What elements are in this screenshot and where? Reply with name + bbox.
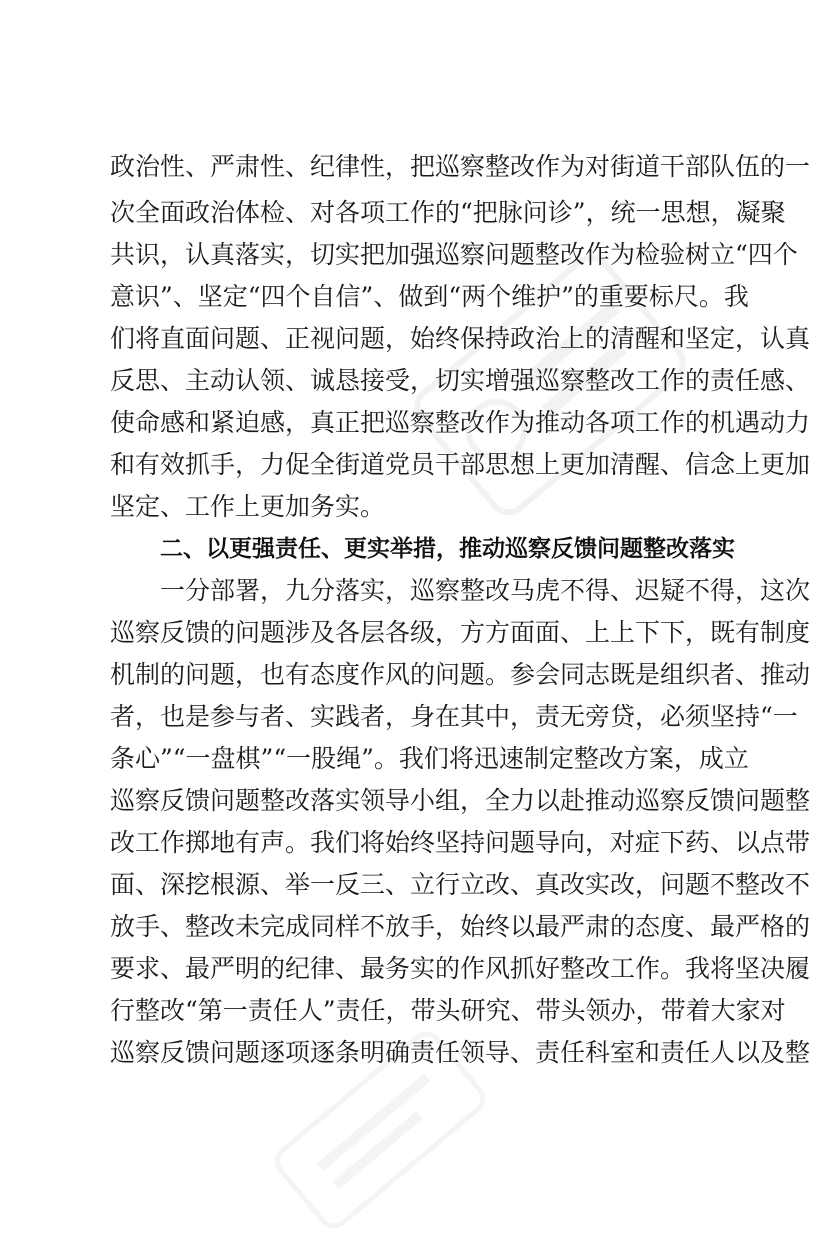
paragraph2-line-5: 条心”“一盘棋”“一股绳”。我们将迅速制定整改方案，成立 bbox=[110, 744, 749, 773]
paragraph1-line-9: 坚定、工作上更加务实。 bbox=[110, 492, 386, 521]
paragraph2-line-7: 改工作掷地有声。我们将始终坚持问题导向，对症下药、以点带 bbox=[110, 828, 811, 857]
paragraph1-line-2: 次全面政治体检、对各项工作的“把脉问诊”，统一思想，凝聚 bbox=[110, 198, 786, 227]
paragraph1-line-6: 反思、主动认领、诚恳接受，切实增强巡察整改工作的责任感、 bbox=[110, 366, 811, 395]
paragraph2-line-4: 者，也是参与者、实践者，身在其中，责无旁贷，必须坚持“一 bbox=[110, 702, 798, 731]
paragraph2-line-9: 放手、整改未完成同样不放手，始终以最严肃的态度、最严格的 bbox=[110, 912, 811, 941]
paragraph2-line-1: 一分部署，九分落实，巡察整改马虎不得、迟疑不得，这次 bbox=[160, 576, 811, 605]
paragraph1-line-4: 意识”、坚定“四个自信”、做到“两个维护”的重要标尺。我 bbox=[110, 282, 749, 311]
paragraph1-line-3: 共识，认真落实，切实把加强巡察问题整改作为检验树立“四个 bbox=[110, 240, 798, 269]
paragraph2-line-12: 巡察反馈问题逐项逐条明确责任领导、责任科室和责任人以及整 bbox=[110, 1038, 811, 1067]
paragraph1-line-1: 政治性、严肃性、纪律性，把巡察整改作为对街道干部队伍的一 bbox=[110, 152, 811, 181]
paragraph2-line-10: 要求、最严明的纪律、最务实的作风抓好整改工作。我将坚决履 bbox=[110, 954, 811, 983]
paragraph1-line-7: 使命感和紧迫感，真正把巡察整改作为推动各项工作的机遇动力 bbox=[110, 408, 811, 437]
section-heading: 二、以更强责任、更实举措，推动巡察反馈问题整改落实 bbox=[160, 536, 735, 562]
paragraph2-line-8: 面、深挖根源、举一反三、立行立改、真改实改，问题不整改不 bbox=[110, 870, 811, 899]
paragraph2-line-3: 机制的问题，也有态度作风的问题。参会同志既是组织者、推动 bbox=[110, 660, 811, 689]
paragraph1-line-8: 和有效抓手，力促全街道党员干部思想上更加清醒、信念上更加 bbox=[110, 450, 811, 479]
paragraph2-line-6: 巡察反馈问题整改落实领导小组，全力以赴推动巡察反馈问题整 bbox=[110, 786, 811, 815]
paragraph2-line-2: 巡察反馈的问题涉及各层各级，方方面面、上上下下，既有制度 bbox=[110, 618, 811, 647]
paragraph2-line-11: 行整改“第一责任人”责任，带头研究、带头领办，带着大家对 bbox=[110, 996, 786, 1025]
paragraph1-line-5: 们将直面问题、正视问题，始终保持政治上的清醒和坚定，认真 bbox=[110, 324, 811, 353]
